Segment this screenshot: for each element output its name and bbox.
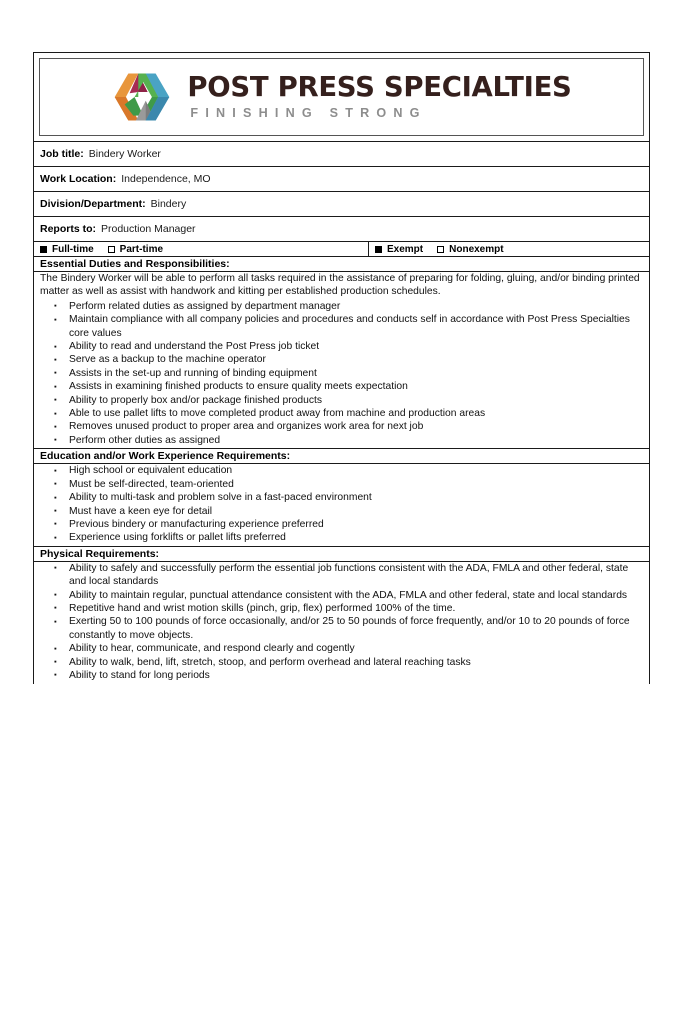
checkbox-full-time[interactable]: [40, 244, 94, 255]
field-value: Bindery Worker: [88, 148, 161, 160]
field-row-work-location: [34, 167, 649, 192]
list-item: ▪ Previous bindery or manufacturing experience preferred: [40, 518, 643, 531]
list-item: ▪ Maintain compliance with all company policies and procedures and conducts self in accordance with Post Press Specialties core values: [40, 313, 643, 340]
bullet-list-essential-duties: [40, 300, 643, 447]
employment-type-cell: [34, 242, 369, 256]
company-logo: [111, 66, 571, 128]
checkbox-exempt[interactable]: [375, 244, 423, 255]
field-value: Bindery: [150, 198, 187, 210]
list-item: ▪ Ability to read and understand the Post Press job ticket: [40, 340, 643, 353]
list-item: ▪ Must have a keen eye for detail: [40, 505, 643, 518]
flsa-status-cell: [369, 242, 649, 256]
field-value: Independence, MO: [121, 173, 211, 185]
field-label: Division/Department:: [40, 198, 146, 210]
section-heading-education-experience: Education and/or Work Experience Requirements:: [34, 448, 649, 464]
checkbox-empty-icon[interactable]: [108, 246, 115, 253]
section-heading-essential-duties: Essential Duties and Responsibilities:: [34, 257, 649, 272]
checkbox-label: Exempt: [387, 243, 424, 255]
field-row-division-department: [34, 192, 649, 217]
checkbox-checked-icon[interactable]: [375, 246, 382, 253]
section-body-education-experience: [34, 464, 649, 545]
checkbox-part-time[interactable]: [108, 244, 163, 255]
field-row-reports-to: [34, 217, 649, 242]
checkbox-nonexempt[interactable]: [437, 244, 503, 255]
employment-status-row: [34, 242, 649, 257]
list-item: ▪ Assists in the set-up and running of binding equipment: [40, 367, 643, 380]
list-item: ▪ Exerting 50 to 100 pounds of force occasionally, and/or 25 to 50 pounds of force frequently, and/or 10 to 20 pounds of force constantly to move objects.: [40, 615, 643, 642]
list-item: ▪ Ability to properly box and/or package finished products: [40, 394, 643, 407]
list-item: ▪ Perform related duties as assigned by department manager: [40, 300, 643, 313]
logo-wordmark: [187, 70, 572, 121]
bullet-list-physical-requirements: [40, 562, 643, 683]
logo-bordered-box: [39, 58, 644, 136]
logo-header-cell: [34, 53, 649, 142]
list-item: ▪ Assists in examining finished products to ensure quality meets expectation: [40, 380, 643, 393]
checkbox-label: Part-time: [119, 243, 164, 255]
checkbox-label: Nonexempt: [449, 243, 504, 255]
list-item: ▪ Serve as a backup to the machine operator: [40, 353, 643, 366]
list-item: ▪ Ability to hear, communicate, and respond clearly and cogently: [40, 642, 643, 655]
job-description-table: [33, 52, 650, 684]
list-item: ▪ Ability to multi-task and problem solve in a fast-paced environment: [40, 491, 643, 504]
field-label: Work Location:: [40, 173, 117, 185]
checkbox-empty-icon[interactable]: [437, 246, 444, 253]
field-label: Reports to:: [40, 223, 96, 235]
field-label: Job title:: [40, 148, 84, 160]
section-body-physical-requirements: [34, 562, 649, 685]
list-item: ▪ Ability to walk, bend, lift, stretch, stoop, and perform overhead and lateral reaching tasks: [40, 656, 643, 669]
list-item: ▪ Perform other duties as assigned: [40, 434, 643, 447]
bullet-list-education-experience: [40, 464, 643, 544]
field-row-job-title: [34, 142, 649, 167]
list-item: ▪ Removes unused product to proper area and organizes work area for next job: [40, 420, 643, 433]
list-item: ▪ Ability to safely and successfully perform the essential job functions consistent with the ADA, FMLA and other federal, state and local standards: [40, 562, 643, 589]
field-value: Production Manager: [101, 223, 196, 235]
list-item: ▪ Ability to stand for long periods: [40, 669, 643, 682]
checkbox-checked-icon[interactable]: [40, 246, 47, 253]
list-item: ▪ Ability to maintain regular, punctual attendance consistent with the ADA, FMLA and other federal, state and local standards: [40, 589, 643, 602]
section-body-essential-duties: [34, 272, 649, 448]
list-item: ▪ Experience using forklifts or pallet lifts preferred: [40, 531, 643, 544]
list-item: ▪ Must be self-directed, team-oriented: [40, 478, 643, 491]
checkbox-label: Full-time: [52, 243, 94, 255]
post-press-hexagon-icon: [111, 66, 173, 128]
section-intro: The Bindery Worker will be able to perform all tasks required in the assistance of preparing for folding, gluing, and/or binding printed matter as well as assist with handwork and kitting per established production schedules.: [40, 273, 640, 298]
list-item: ▪ High school or equivalent education: [40, 464, 643, 477]
logo-title: POST PRESS SPECIALTIES: [187, 70, 572, 103]
logo-tagline: FINISHING STRONG: [190, 106, 427, 121]
list-item: ▪ Repetitive hand and wrist motion skills (pinch, grip, flex) performed 100% of the time.: [40, 602, 643, 615]
section-heading-physical-requirements: Physical Requirements:: [34, 546, 649, 562]
list-item: ▪ Able to use pallet lifts to move completed product away from machine and production areas: [40, 407, 643, 420]
